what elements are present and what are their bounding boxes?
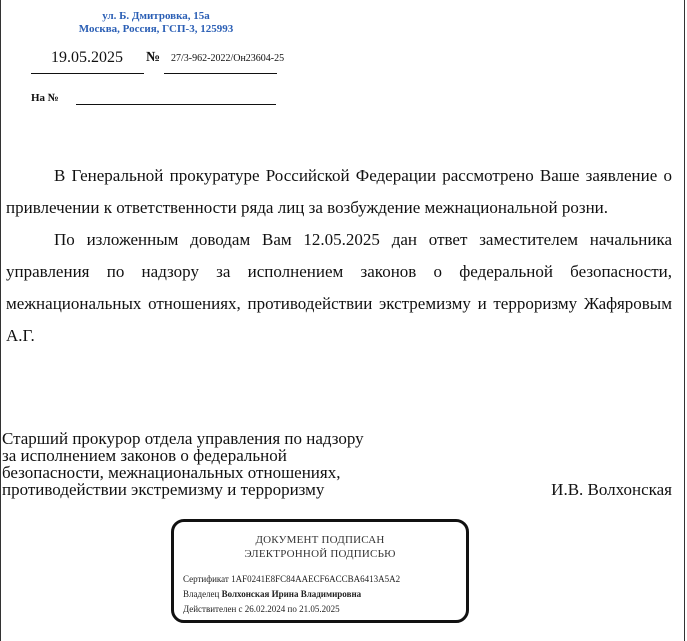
right-border <box>684 0 685 641</box>
owner-label: Владелец <box>183 589 220 599</box>
stamp-title-line-2: ЭЛЕКТРОННОЙ ПОДПИСЬЮ <box>244 548 396 560</box>
signer-position <box>2 430 422 498</box>
paragraph-2: По изложенным доводам Вам 12.05.2025 дан ответ заместителем начальника управления по надзору за исполнением законов о федеральной безопасности, межнациональных отношениях, противодействии экстремизму и терроризму Жафяровым А.Г. <box>6 230 672 345</box>
registration-number: 27/3-962-2022/Он23604-25 <box>171 53 285 64</box>
reply-to-underline <box>76 104 276 105</box>
signer-position-line-1: Старший прокурор отдела управления по надзору <box>2 429 364 448</box>
signer-position-line-2: за исполнением законов о федеральной <box>2 446 287 465</box>
valid-to-label: по <box>287 604 297 614</box>
owner-value: Волхонская Ирина Владимировна <box>221 589 362 599</box>
signer-position-line-4: противодействии экстремизму и терроризму <box>2 480 325 499</box>
signer-name: И.В. Волхонская <box>551 480 672 499</box>
stamp-title-line-1: ДОКУМЕНТ ПОДПИСАН <box>255 534 385 546</box>
left-border <box>0 0 1 641</box>
address-line-1: ул. Б. Дмитровка, 15а <box>102 10 210 22</box>
certificate-value: 1AF0241E8FC84AAECF6ACCBA6413A5A2 <box>231 574 401 584</box>
date-underline <box>31 73 144 74</box>
electronic-signature-stamp <box>171 519 469 623</box>
reply-to-label: На № <box>31 92 59 104</box>
stamp-owner-row <box>183 589 361 599</box>
signer-position-line-3: безопасности, межнациональных отношениях, <box>2 463 341 482</box>
certificate-label: Сертификат <box>183 574 229 584</box>
valid-label: Действителен с <box>183 604 243 614</box>
stamp-validity-row <box>183 604 340 614</box>
regnum-underline <box>164 73 277 74</box>
address-line-2: Москва, Россия, ГСП-3, 125993 <box>78 23 234 35</box>
stamp-certificate-row <box>183 574 400 584</box>
valid-from: 26.02.2024 <box>244 604 286 614</box>
letter-body <box>6 160 672 352</box>
number-sign: № <box>146 50 161 65</box>
valid-to: 21.05.2025 <box>299 604 340 614</box>
paragraph-1: В Генеральной прокуратуре Российской Федерации рассмотрено Ваше заявление о привлечении к ответственности ряда лиц за возбуждение межнациональной розни. <box>6 166 672 217</box>
document-date: 19.05.2025 <box>51 49 123 66</box>
